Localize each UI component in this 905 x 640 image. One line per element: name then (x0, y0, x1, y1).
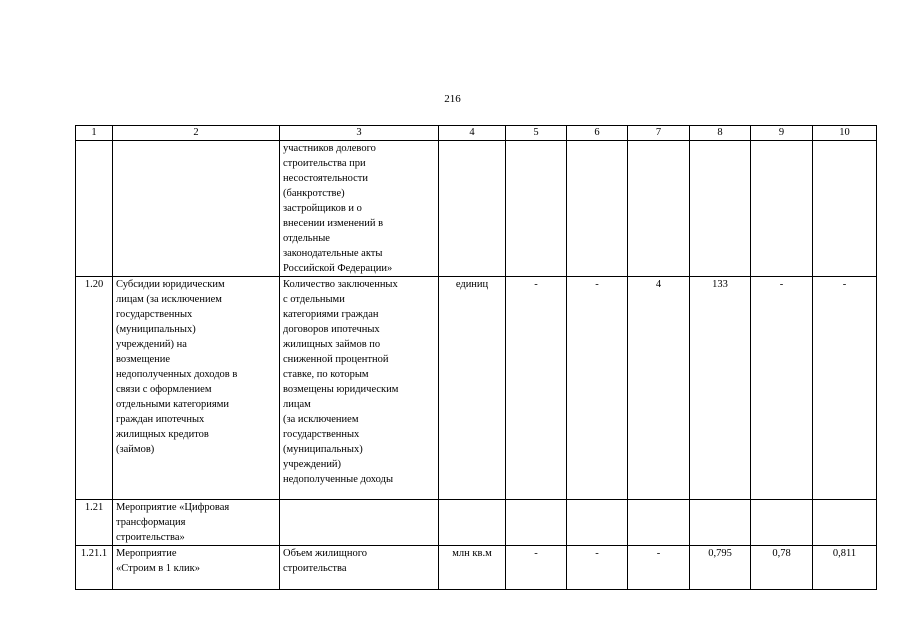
value-10: 0,811 (813, 546, 877, 590)
header-cell-10: 10 (813, 126, 877, 141)
value-7 (628, 141, 690, 277)
table-row (76, 141, 877, 277)
indicators-table (75, 125, 877, 590)
header-cell-1: 1 (76, 126, 113, 141)
indicator-name: Количество заключенных с отдельными категориями граждан договоров ипотечных жилищных займов по сниженной процентной ставке, по которым возмещены юридическим лицам (за исключением государственных (муниципальных) учреждений) недополученные доходы (280, 277, 439, 500)
measure-name: Субсидии юридическим лицам (за исключением государственных (муниципальных) учреждений) на возмещение недополученных доходов в связи с оформлением отдельными категориями граждан ипотечных жилищных кредитов (займов) (113, 277, 280, 500)
value-10: - (813, 277, 877, 500)
header-cell-3: 3 (280, 126, 439, 141)
measure-name (113, 141, 280, 277)
value-9: 0,78 (751, 546, 813, 590)
unit (439, 500, 506, 546)
value-6: - (567, 546, 628, 590)
value-6 (567, 141, 628, 277)
unit: единиц (439, 277, 506, 500)
header-cell-8: 8 (690, 126, 751, 141)
header-cell-6: 6 (567, 126, 628, 141)
value-9 (751, 500, 813, 546)
header-cell-7: 7 (628, 126, 690, 141)
header-cell-4: 4 (439, 126, 506, 141)
value-5: - (506, 277, 567, 500)
value-8: 0,795 (690, 546, 751, 590)
row-number: 1.21.1 (76, 546, 113, 590)
header-cell-9: 9 (751, 126, 813, 141)
table-header (76, 126, 877, 141)
value-7: - (628, 546, 690, 590)
value-8 (690, 141, 751, 277)
unit (439, 141, 506, 277)
value-5 (506, 500, 567, 546)
value-6: - (567, 277, 628, 500)
value-9: - (751, 277, 813, 500)
table-row (76, 546, 877, 590)
measure-name: Мероприятие «Цифровая трансформация строительства» (113, 500, 280, 546)
header-cell-5: 5 (506, 126, 567, 141)
indicator-name: Объем жилищного строительства (280, 546, 439, 590)
indicator-name (280, 500, 439, 546)
row-number (76, 141, 113, 277)
value-9 (751, 141, 813, 277)
row-number: 1.21 (76, 500, 113, 546)
table-row (76, 500, 877, 546)
value-6 (567, 500, 628, 546)
value-10 (813, 500, 877, 546)
value-5: - (506, 546, 567, 590)
page-number: 216 (444, 93, 461, 105)
value-8: 133 (690, 277, 751, 500)
header-cell-2: 2 (113, 126, 280, 141)
value-5 (506, 141, 567, 277)
header-row (76, 126, 877, 141)
indicator-name: участников долевого строительства при несостоятельности (банкротстве) застройщиков и о внесении изменений в отдельные законодательные акты Российской Федерации» (280, 141, 439, 277)
value-10 (813, 141, 877, 277)
table-row (76, 277, 877, 500)
unit: млн кв.м (439, 546, 506, 590)
value-7 (628, 500, 690, 546)
row-number: 1.20 (76, 277, 113, 500)
value-7: 4 (628, 277, 690, 500)
measure-name: Мероприятие «Строим в 1 клик» (113, 546, 280, 590)
value-8 (690, 500, 751, 546)
